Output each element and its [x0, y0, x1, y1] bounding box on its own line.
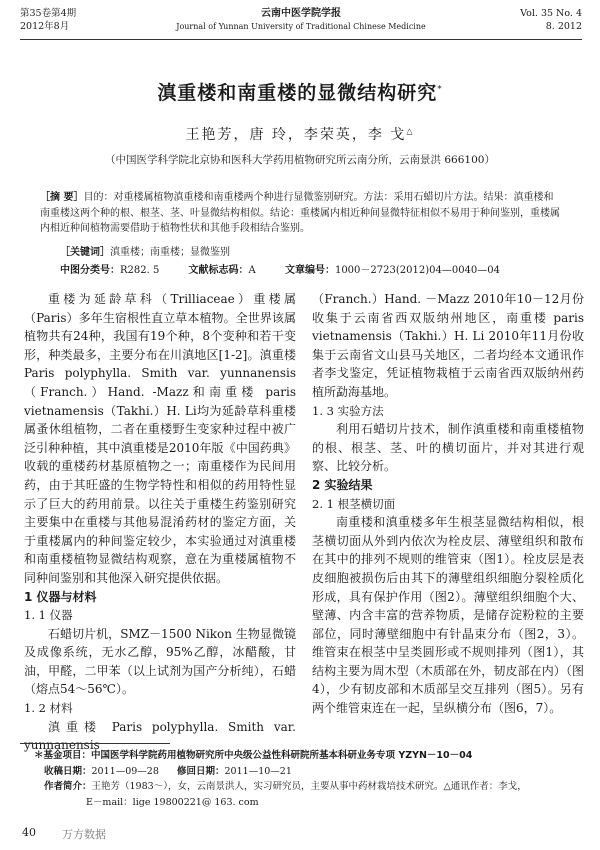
title-footnote-mark: *: [437, 84, 443, 95]
abstract-text: 目的：对重楼属植物滇重楼和南重楼两个种进行显微鉴别研究。方法：采用石蜡切片方法。结果：滇重楼和南重楼这两个种的根、根茎、茎、叶显微结构相似。结论：重楼属内相近种间显微特征相似不易用于种间鉴别，重楼属内相近种间植物需要借助于植物性状和其他手段相结合鉴别。: [40, 192, 560, 234]
section-1-heading: 1 仪器与材料: [24, 589, 97, 604]
section-2-heading: 2 实验结果: [312, 477, 373, 492]
footnotes: [34, 748, 582, 810]
title-text: 滇重楼和南重楼的显微结构研究: [157, 82, 438, 104]
keywords: [60, 243, 230, 258]
abstract-label: ［摘 要］: [40, 192, 84, 203]
document-code: [189, 261, 256, 276]
methods-paragraph: 利用石蜡切片技术，制作滇重楼和南重楼植物的根、根茎、茎、叶的横切面片，并对其进行观察、比较分析。: [312, 422, 584, 474]
paper-title: [0, 78, 600, 105]
dates-note: [34, 764, 582, 780]
funding-label: ＊基金项目：: [34, 750, 92, 761]
author-bio-label: 作者简介：: [44, 781, 92, 792]
author-bio-text: 王艳芳（1983～），女，云南景洪人，实习研究员，主要从事中药材栽培技术研究。△通讯作者：李戈，: [91, 781, 527, 792]
corresponding-author-mark: △: [406, 126, 415, 136]
authors: [0, 124, 600, 144]
instruments-paragraph: 石蜡切片机，SMZ－1500 Nikon 生物显微镜及成像系统，无水乙醇，95%乙醇，冰醋酸，甘油，甲醛，二甲苯（以上试剂为国产分析纯），石蜡（熔点54～56℃）。: [24, 626, 296, 697]
revised-date: 2011—10—21: [224, 765, 292, 777]
left-column: [24, 290, 296, 755]
abstract: [40, 190, 560, 237]
author-bio-note: [34, 779, 582, 795]
section-1-3-heading: 1. 3 实验方法: [312, 403, 384, 418]
journal-name-cn: 云南中医学院学报: [261, 8, 341, 19]
watermark-text: 万方数据: [62, 828, 106, 841]
classification-line: [60, 261, 560, 276]
document-code-value: A: [248, 265, 256, 276]
article-id-value: 1000－2723(2012)04—0040—04: [334, 265, 501, 276]
keywords-text: 滇重楼；南重楼；显微鉴别: [110, 247, 230, 258]
section-2-1-heading: 2. 1 根茎横切面: [312, 496, 396, 511]
article-id-label: 文章编号：: [284, 265, 335, 276]
section-1-2-heading: 1. 2 材料: [24, 701, 73, 716]
page-number: 40: [22, 826, 36, 839]
footnote-divider: [20, 743, 170, 744]
keywords-label: ［关键词］: [60, 247, 110, 258]
email-note: E－mail：lige 19800221@ 163. com: [86, 796, 259, 808]
header-center: [170, 7, 432, 33]
date-en: 8. 2012: [545, 21, 582, 32]
running-header: [20, 7, 582, 40]
received-label: 收稿日期：: [44, 765, 92, 777]
rhizome-results-paragraph: 南重楼和滇重楼多年生根茎显微结构相似，根茎横切面从外到内依次为栓皮层、薄壁组织和散布在其中的排列不规则的维管束（图1）。栓皮层是表皮细胞被损伤后由其下的薄壁组织细胞分裂栓质化形成，具有保护作用（图2）。薄壁组织细胞个大、壁薄、内含丰富的营养物质，是储存淀粉粒的主要部位，同时薄壁细胞中有针晶束分布（图2，3）。维管束在根茎中呈类圆形或不规则排列（图1），其结构主要为周木型（木质部在外，韧皮部在内）（图4），少有韧皮部和木质部呈交互排列（图5）。另有两个维管束连在一起，呈纵横分布（图6，7）。: [312, 515, 584, 716]
revised-label: 修回日期：: [177, 765, 225, 777]
materials-paragraph-cont: （Franch.）Hand. －Mazz 2010年10－12月份收集于云南省西双版纳州地区，南重楼 paris vietnamensis（Takhi.）H. Li 2010年11月份收集于云南省文山县马关地区，二者均经本文通讯作者李戈鉴定，凭证植物栽植于云南省西双版纳州药植所勐海基地。: [312, 292, 584, 399]
header-left: [20, 7, 76, 33]
materials-paragraph-start: 滇重楼 Paris polyphylla. Smith var. yunnanensis: [24, 719, 296, 753]
funding-note: [34, 748, 582, 764]
funding-text: 中国医学科学院药用植物研究所中央级公益性科研院所基本科研业务专项 YZYN－10－04: [91, 750, 473, 761]
header-right: [520, 7, 582, 33]
clc-number: [60, 261, 159, 276]
section-1-1-heading: 1. 1 仪器: [24, 608, 73, 623]
received-date: 2011—09—28: [91, 765, 159, 777]
clc-value: R282. 5: [120, 265, 160, 276]
volume-cn: 第35卷第4期: [20, 8, 77, 19]
journal-name-en: Journal of Yunnan University of Traditional Chinese Medicine: [176, 22, 426, 31]
affiliation: （中国医学科学院北京协和医科大学药用植物研究所云南分所，云南景洪 666100）: [105, 154, 495, 166]
clc-label: 中图分类号：: [60, 265, 120, 276]
date-cn: 2012年8月: [20, 21, 70, 32]
author-list: 王艳芳，唐 玲，李荣英，李 戈: [185, 127, 407, 143]
article-id: [285, 261, 500, 276]
volume-en: Vol. 35 No. 4: [520, 8, 582, 19]
right-column: [312, 290, 584, 718]
intro-paragraph: 重楼为延龄草科（Trilliaceae）重楼属（Paris）多年生宿根性直立草本植物。全世界该属植物共有24种，我国有19个种，8个变种和若干变形，种类最多，主要分布在川滇地区[1-2]。滇重楼 Paris polyphylla. Smith var. yunnanensis（Franch.）Hand. -Mazz和南重楼 paris vietnamensis（Takhi.）H. Li均为延龄草科重楼属蚤休组植物，二者在重楼野生变家种过程中被广泛引种种植，其中滇重楼是2010年版《中国药典》收载的重楼药材基原植物之一；南重楼作为民间用药，由于其旺盛的生物学特性和相似的药用特性显示了巨大的药用前景。以往关于重楼生药鉴别研究主要集中在重楼与其他易混淆药材的鉴定方面，关于重楼属内的种间鉴定较少，本实验通过对滇重楼和南重楼植物显微结构观察，意在为重楼属植物不同种间鉴别和其他深入研究提供依据。: [24, 292, 296, 585]
document-code-label: 文献标志码：: [188, 265, 249, 276]
